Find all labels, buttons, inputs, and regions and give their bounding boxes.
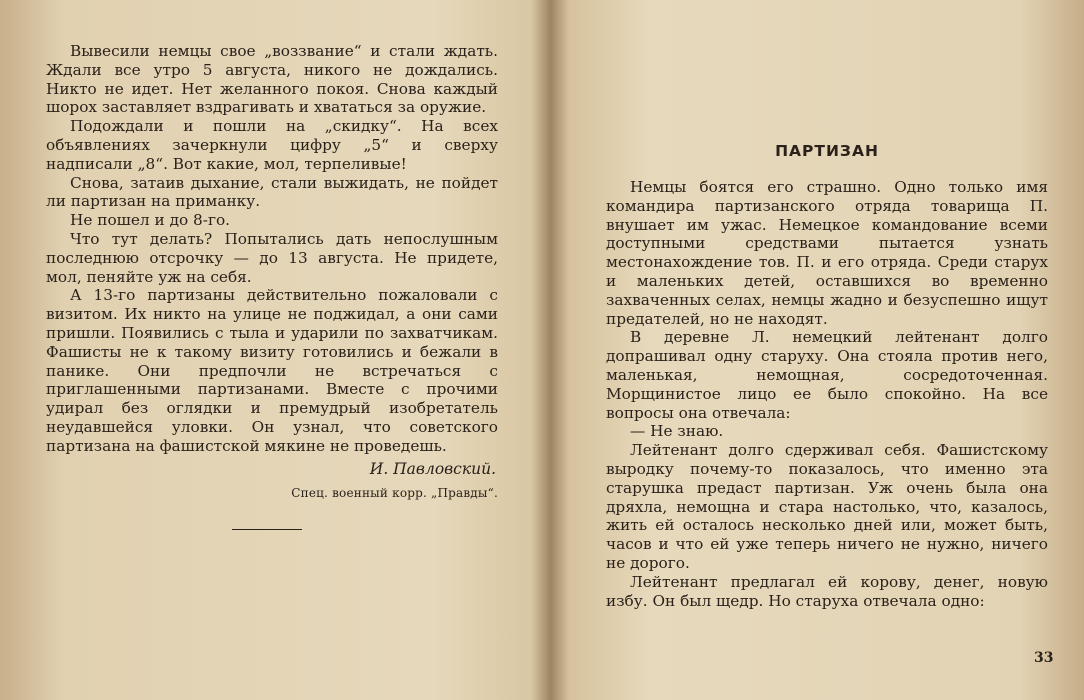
paragraph: Лейтенант предлагал ей корову, денег, новую избу. Он был щедр. Но старуха отвечала одно: (606, 572, 1048, 610)
paragraph: — Не знаю. (630, 422, 724, 441)
paragraph: А 13-го партизаны действительно пожаловали с визитом. Их никто на улице не поджидал, а они сами пришли. Появились с тыла и ударили по захватчикам. Фашисты не к такому визиту готовились и бежали в панике. Они предпочли не встречаться с приглашенными партизанами. Вместе с прочими удирал без оглядки и премудрый изобретатель неудавшейся уловки. Он узнал, что советского партизана на фашистской мякине не проведешь. (46, 286, 498, 455)
paragraph: Вывесили немцы свое „воззвание“ и стали ждать. Ждали все утро 5 августа, никого не дождались. Никто не идет. Нет желанного покоя. Снова каждый шорох заставляет вздрагивать и хвататься за оружие. (46, 42, 498, 117)
section-divider (232, 529, 302, 530)
right-page (552, 0, 1084, 700)
page-number: 33 (1034, 650, 1054, 666)
paragraph: Что тут делать? Попытались дать непослушным последнюю отсрочку — до 13 августа. Не придете, мол, пеняйте уж на себя. (46, 229, 498, 286)
paragraph: Лейтенант долго сдерживал себя. Фашистскому выродку почему-то показалось, что именно эта старушка предаст партизан. Уж очень была она дряхла, немощна и стара настолько, что, казалось, жить ей осталось несколько дней или, может быть, часов и что ей уже теперь ничего не нужно, ничего не дорого. (606, 441, 1048, 572)
paragraph: Не пошел и до 8-го. (70, 211, 231, 230)
paragraph: Подождали и пошли на „скидку“. На всех объявлениях зачеркнули цифру „5“ и сверху надписали „8“. Вот какие, мол, терпеливые! (46, 117, 498, 173)
right-page-text (606, 178, 1048, 610)
left-page-text (46, 42, 498, 530)
author-credit: Спец. военный корр. „Правды“. (291, 486, 498, 501)
paragraph: В деревне Л. немецкий лейтенант долго допрашивал одну старуху. Она стояла против него, маленькая, немощная, сосредоточенная. Морщинистое лицо ее было спокойно. На все вопросы она отвечала: (606, 328, 1048, 422)
paragraph: Снова, затаив дыхание, стали выжидать, не пойдет ли партизан на приманку. (46, 173, 498, 211)
paragraph: Немцы боятся его страшно. Одно только имя командира партизанского отряда товарища П. внушает им ужас. Немецкое командование всеми доступными средствами пытается узнать местонахождение тов. П. и его отряда. Среди старух и маленьких детей, оставшихся во временно захваченных селах, немцы жадно и безуспешно ищут предателей, но не находят. (606, 178, 1048, 328)
article-heading: ПАРТИЗАН (775, 142, 879, 160)
author-signature: И. Павловский. (369, 459, 496, 478)
